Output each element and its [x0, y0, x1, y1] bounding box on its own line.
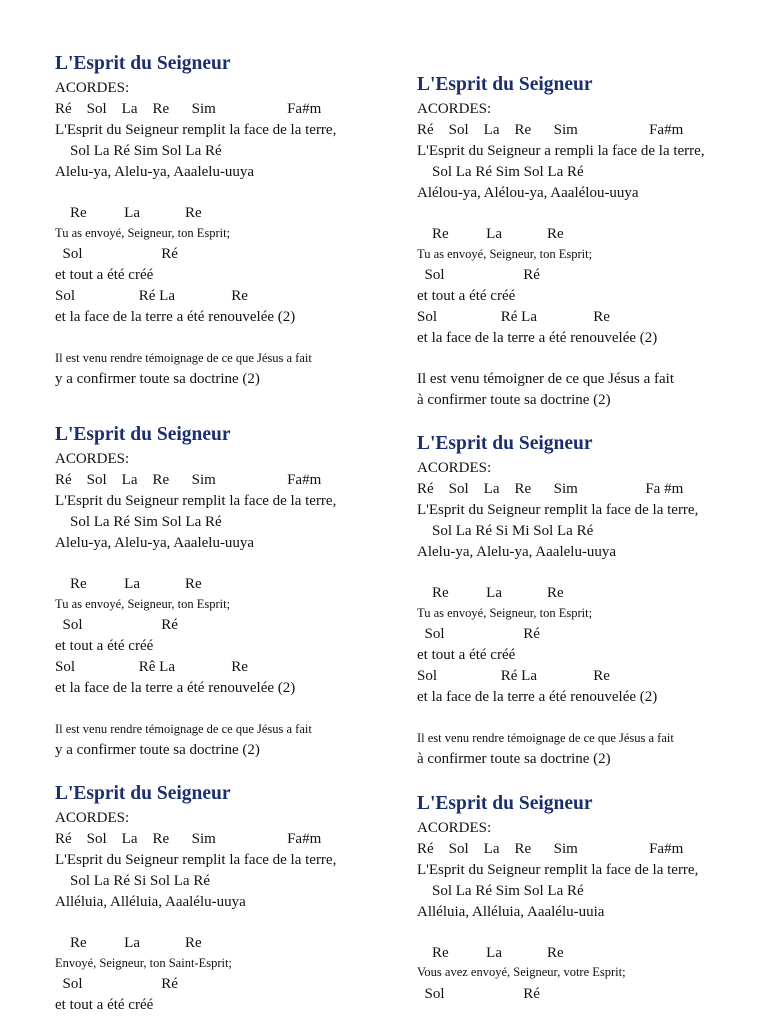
chord-line: Ré Sol La Re Sim Fa#m — [55, 831, 322, 847]
lyric-line: Il est venu rendre témoignage de ce que Jésus a fait — [417, 731, 674, 745]
lyric-line: Il est venu rendre témoignage de ce que Jésus a fait — [55, 722, 312, 736]
lyric-line: Vous avez envoyé, Seigneur, votre Esprit; — [417, 965, 626, 979]
chord-line: Ré Sol La Re Sim Fa#m — [417, 122, 684, 138]
chord-line: Re La Re — [55, 935, 202, 951]
chord-line: Ré Sol La Re Sim Fa #m — [417, 481, 684, 497]
acordes-label: ACORDES: — [417, 460, 492, 476]
lyric-line: Alélou-ya, Alélou-ya, Aaalélou-uuya — [417, 185, 639, 201]
lyric-line: Il est venu rendre témoignage de ce que Jésus a fait — [55, 351, 312, 365]
chord-line: Sol Ré La Re — [417, 309, 610, 325]
chord-line: Ré Sol La Re Sim Fa#m — [55, 101, 322, 117]
lyric-line: Alelu-ya, Alelu-ya, Aaalelu-uuya — [417, 544, 617, 560]
lyric-line: et la face de la terre a été renouvelée (2) — [417, 689, 658, 705]
chord-line: Sol La Ré Sim Sol La Ré — [55, 514, 222, 530]
chord-line: Sol La Ré Sim Sol La Ré — [55, 143, 222, 159]
lyric-line: et la face de la terre a été renouvelée (2) — [55, 309, 296, 325]
chord-line: Re La Re — [55, 205, 202, 221]
right-column — [417, 0, 768, 1024]
chord-line: Sol Rê La Re — [55, 659, 248, 675]
lyric-line: Tu as envoyé, Seigneur, ton Esprit; — [417, 606, 593, 620]
lyric-line: L'Esprit du Seigneur remplit la face de la terre, — [417, 862, 699, 878]
lyric-line: Alelu-ya, Alelu-ya, Aaalelu-uuya — [55, 164, 255, 180]
left-column — [55, 0, 415, 1024]
lyric-line: Tu as envoyé, Seigneur, ton Esprit; — [417, 247, 593, 261]
lyric-line: L'Esprit du Seigneur a rempli la face de la terre, — [417, 143, 705, 159]
lyric-line: et tout a été créé — [417, 647, 516, 663]
chord-line: Sol La Ré Sim Sol La Ré — [417, 164, 584, 180]
chord-line: Ré Sol La Re Sim Fa#m — [417, 841, 684, 857]
lyric-line: et tout a été créé — [55, 997, 154, 1013]
acordes-label: ACORDES: — [55, 80, 130, 96]
lyric-line: Tu as envoyé, Seigneur, ton Esprit; — [55, 226, 231, 240]
lyric-line: à confirmer toute sa doctrine (2) — [417, 751, 611, 767]
chord-line: Sol La Ré Si Mi Sol La Ré — [417, 523, 594, 539]
song-title: L'Esprit du Seigneur — [55, 53, 231, 74]
lyric-line: et tout a été créé — [55, 638, 154, 654]
lyric-line: Tu as envoyé, Seigneur, ton Esprit; — [55, 597, 231, 611]
chord-line: Sol La Ré Sim Sol La Ré — [417, 883, 584, 899]
lyric-line: Il est venu témoigner de ce que Jésus a fait — [417, 371, 674, 387]
lyric-line: y a confirmer toute sa doctrine (2) — [55, 371, 260, 387]
acordes-label: ACORDES: — [417, 820, 492, 836]
song-title: L'Esprit du Seigneur — [417, 793, 593, 814]
lyric-line: Envoyé, Seigneur, ton Saint-Esprit; — [55, 956, 232, 970]
chord-line: Re La Re — [417, 226, 564, 242]
acordes-label: ACORDES: — [55, 451, 130, 467]
song-title: L'Esprit du Seigneur — [417, 74, 593, 95]
chord-line: Ré Sol La Re Sim Fa#m — [55, 472, 322, 488]
song-title: L'Esprit du Seigneur — [55, 783, 231, 804]
lyric-line: Alléluia, Alléluia, Aaalélu-uuya — [55, 894, 246, 910]
chord-line: Sol Ré — [417, 267, 540, 283]
lyric-line: et la face de la terre a été renouvelée (2) — [55, 680, 296, 696]
song-title: L'Esprit du Seigneur — [55, 424, 231, 445]
chord-line: Sol Ré — [55, 246, 178, 262]
chord-line: Re La Re — [55, 576, 202, 592]
chord-line: Sol Ré La Re — [55, 288, 248, 304]
chord-line: Sol Ré — [417, 986, 540, 1002]
lyric-line: à confirmer toute sa doctrine (2) — [417, 392, 611, 408]
lyric-line: y a confirmer toute sa doctrine (2) — [55, 742, 260, 758]
chord-line: Sol La Ré Si Sol La Ré — [55, 873, 210, 889]
lyric-line: et tout a été créé — [417, 288, 516, 304]
chord-line: Sol Ré — [55, 617, 178, 633]
lyric-line: L'Esprit du Seigneur remplit la face de la terre, — [417, 502, 699, 518]
acordes-label: ACORDES: — [417, 101, 492, 117]
lyric-line: L'Esprit du Seigneur remplit la face de la terre, — [55, 493, 337, 509]
chord-line: Re La Re — [417, 945, 564, 961]
chord-line: Re La Re — [417, 585, 564, 601]
chord-line: Sol Ré — [417, 626, 540, 642]
lyric-line: Alléluia, Alléluia, Aaalélu-uuia — [417, 904, 605, 920]
lyric-line: L'Esprit du Seigneur remplit la face de la terre, — [55, 852, 337, 868]
lyric-line: et tout a été créé — [55, 267, 154, 283]
lyric-line: et la face de la terre a été renouvelée (2) — [417, 330, 658, 346]
lyric-line: L'Esprit du Seigneur remplit la face de la terre, — [55, 122, 337, 138]
lyric-line: Alelu-ya, Alelu-ya, Aaalelu-uuya — [55, 535, 255, 551]
chord-line: Sol Ré La Re — [417, 668, 610, 684]
chord-line: Sol Ré — [55, 976, 178, 992]
acordes-label: ACORDES: — [55, 810, 130, 826]
song-title: L'Esprit du Seigneur — [417, 433, 593, 454]
